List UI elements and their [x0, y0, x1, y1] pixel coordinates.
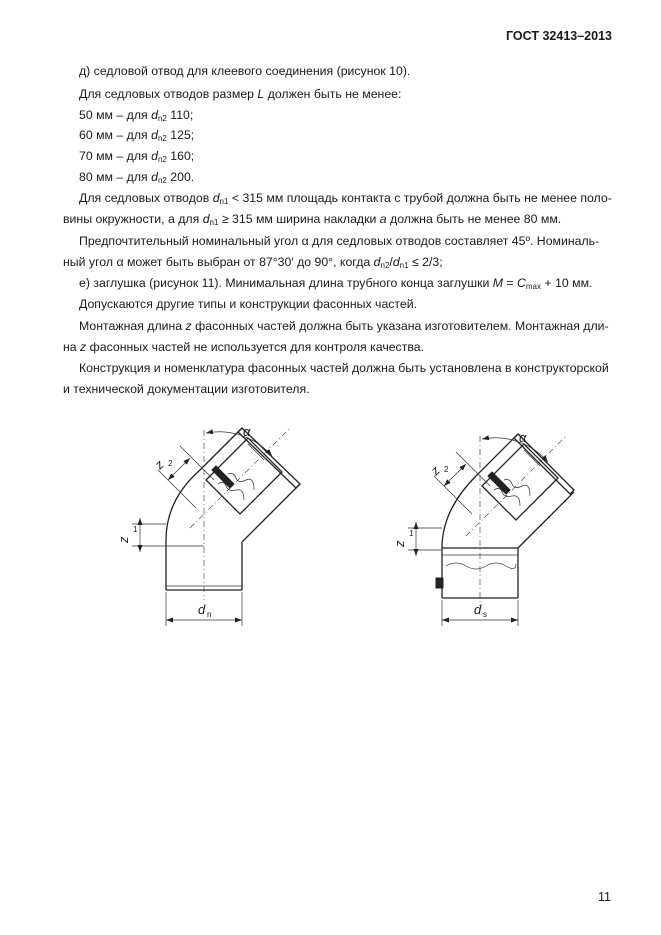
bend-45-plain-drawing: [116, 424, 300, 626]
list-item-70: 70 мм – для $d_{n2}$ 160;: [79, 149, 195, 164]
list-item-60: 60 мм – для $d_{n2}$ 125;: [79, 128, 195, 143]
z2-sub-right: 2: [444, 465, 449, 474]
bend-45-socket-drawing: [392, 430, 574, 626]
list-item-50: 50 мм – для $d_{n2}$ 110;: [79, 108, 194, 123]
z1-label-left: z: [116, 536, 131, 543]
paragraph-mounting-length-line1: Монтажная длина z фасонных частей должна быть указана изготовителем. Монтажная дли-: [79, 319, 609, 333]
z1-label-right: z: [392, 540, 407, 547]
paragraph-design-nomenclature-line2: и технической документации изготовителя.: [63, 382, 310, 396]
page-number: 11: [598, 890, 611, 904]
z1-sub-right: 1: [409, 529, 414, 538]
z2-label-left: z: [151, 456, 167, 473]
alpha-label-right: α: [519, 430, 527, 445]
paragraph-other-types: Допускаются другие типы и конструкции фасонных частей.: [79, 297, 418, 311]
alpha-label-left: α: [243, 424, 251, 439]
paragraph-saddle-bend-glued: д) седловой отвод для клеевого соединения (рисунок 10).: [79, 64, 411, 78]
paragraph-saddle-L-size: Для седловых отводов размер L должен быть не менее:: [79, 87, 402, 101]
dn-label: d: [198, 602, 206, 617]
paragraph-nominal-angle-line2: ный угол α может быть выбран от 87°30′ до 90°, когда $d_{n2}/d_{n1} \le 2/3$;: [63, 255, 443, 270]
ds-label: d: [474, 602, 482, 617]
ds-sub: s: [483, 610, 487, 619]
paragraph-end-cap: е) заглушка (рисунок 11). Минимальная длина трубного конца заглушки $M = C_{max} + 10$ мм.: [79, 276, 593, 291]
paragraph-contact-area-line2: вины окружности, а для $d_{n1} \ge 315$ мм ширина накладки a должна быть не менее 80 мм.: [63, 212, 562, 227]
z2-sub-left: 2: [168, 459, 173, 468]
list-item-80: 80 мм – для $d_{n2}$ 200.: [79, 170, 195, 185]
paragraph-nominal-angle-line1: Предпочтительный номинальный угол α для седловых отводов составляет 45º. Номиналь-: [79, 234, 600, 248]
z2-label-right: z: [427, 462, 443, 479]
paragraph-contact-area-line1: Для седловых отводов $d_{n1} < 315$ мм площадь контакта с трубой должна быть не менее поло-: [79, 191, 612, 206]
document-header: ГОСТ 32413–2013: [506, 29, 612, 43]
paragraph-design-nomenclature-line1: Конструкция и номенклатура фасонных частей должна быть установлена в конструкторской: [79, 361, 609, 375]
z1-sub-left: 1: [133, 525, 138, 534]
dn-sub: n: [207, 610, 212, 619]
paragraph-mounting-length-line2: на z фасонных частей не используется для контроля качества.: [63, 340, 424, 354]
